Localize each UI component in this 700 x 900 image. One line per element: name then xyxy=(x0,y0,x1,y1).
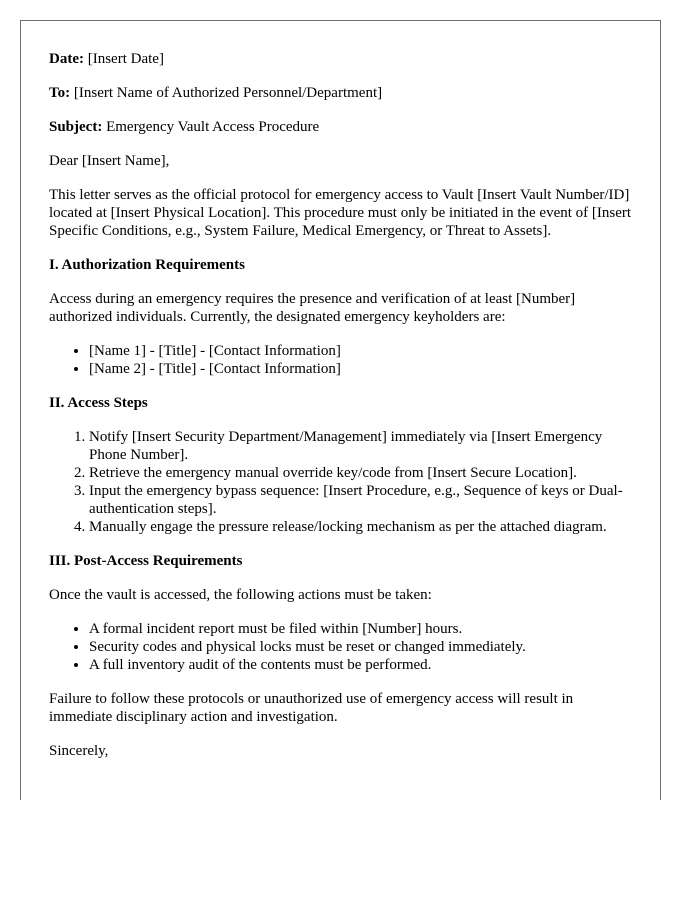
list-item: • A formal incident report must be filed within [Number] hours. xyxy=(89,620,632,638)
date-label: Date: xyxy=(49,51,84,67)
signoff: Sincerely, xyxy=(49,743,109,759)
section-heading-authorization: I. Authorization Requirements xyxy=(49,257,245,273)
subject-label: Subject: xyxy=(49,119,103,135)
authorization-paragraph: Access during an emergency requires the presence and verification of at least [Number] authorized individuals. Currently, the designated emergency keyholders are: xyxy=(49,291,576,325)
section-heading-post-access: III. Post-Access Requirements xyxy=(49,553,243,569)
to-line xyxy=(49,84,632,102)
subject-value: Emergency Vault Access Procedure xyxy=(106,119,320,135)
subject-line xyxy=(49,118,632,136)
list-item: 4. Manually engage the pressure release/locking mechanism as per the attached diagram. xyxy=(89,518,632,536)
list-item: 3. Input the emergency bypass sequence: [Insert Procedure, e.g., Sequence of keys or Dual-authentication steps]. xyxy=(89,482,632,518)
greeting: Dear [Insert Name], xyxy=(49,153,170,169)
to-value: [Insert Name of Authorized Personnel/Department] xyxy=(73,85,383,101)
list-item: • A full inventory audit of the contents must be performed. xyxy=(89,656,632,674)
date-value: [Insert Date] xyxy=(87,51,164,67)
to-label: To: xyxy=(49,85,71,101)
list-item: • Security codes and physical locks must be reset or changed immediately. xyxy=(89,638,632,656)
access-steps-list xyxy=(49,428,632,536)
list-item: • [Name 2] - [Title] - [Contact Information] xyxy=(89,360,632,378)
date-line xyxy=(49,50,632,68)
section-heading-access-steps: II. Access Steps xyxy=(49,395,148,411)
intro-paragraph: This letter serves as the official protocol for emergency access to Vault [Insert Vault Number/ID] located at [Insert Physical Location]. This procedure must only be initiated in the event of [Insert Specific Conditions, e.g., System Failure, Medical Emergency, or Threat to Assets]. xyxy=(49,187,632,239)
closing-paragraph: Failure to follow these protocols or unauthorized use of emergency access will result in immediate disciplinary action and investigation. xyxy=(49,691,574,725)
list-item: 2. Retrieve the emergency manual override key/code from [Insert Secure Location]. xyxy=(89,464,632,482)
letter-page xyxy=(20,20,661,800)
keyholder-list xyxy=(49,342,632,378)
post-access-list xyxy=(49,620,632,674)
list-item: • [Name 1] - [Title] - [Contact Information] xyxy=(89,342,632,360)
list-item: 1. Notify [Insert Security Department/Management] immediately via [Insert Emergency Phone Number]. xyxy=(89,428,632,464)
post-access-paragraph: Once the vault is accessed, the following actions must be taken: xyxy=(49,587,432,603)
